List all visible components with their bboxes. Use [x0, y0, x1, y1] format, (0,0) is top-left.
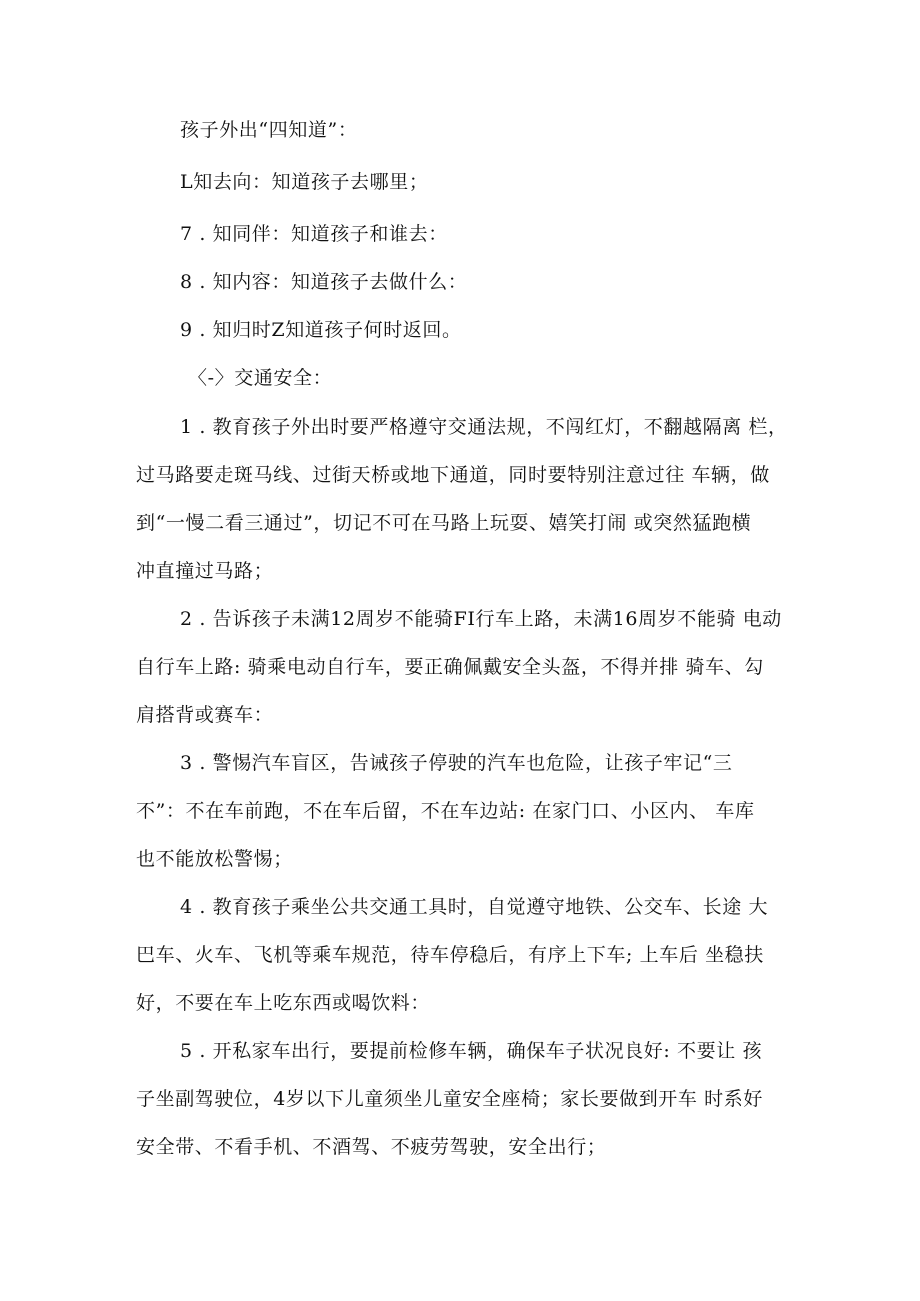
paragraph-line: 好，不要在车上吃东西或喝饮料： — [136, 992, 431, 1014]
paragraph-line: 也不能放松警惕； — [136, 848, 293, 870]
paragraph-line: 子坐副驾驶位，4岁以下儿童须坐儿童安全座椅；家长要做到开车 时系好 — [136, 1088, 763, 1110]
list-item: L知去向：知道孩子去哪里； — [180, 171, 429, 193]
paragraph-line: 3 . 警惕汽车盲区，告诫孩子停驶的汽车也危险，让孩子牢记“三 — [180, 752, 733, 774]
list-item: 8 . 知内容：知道孩子去做什么： — [180, 271, 468, 293]
paragraph-line: 2 . 告诉孩子未满12周岁不能骑FI行车上路，未满16周岁不能骑 电动 — [180, 608, 782, 630]
list-item: 9 . 知归时Z知道孩子何时返回。 — [180, 319, 462, 341]
paragraph-line: 过马路要走斑马线、过街天桥或地下通道，同时要特别注意过往 车辆，做 — [136, 464, 770, 486]
paragraph-line: 安全带、不看手机、不酒驾、不疲劳驾驶，安全出行； — [136, 1136, 607, 1158]
paragraph-line: 1 . 教育孩子外出时要严格遵守交通法规，不闯红灯，不翻越隔离 栏， — [180, 416, 788, 438]
paragraph-line: 5 . 开私家车出行，要提前检修车辆，确保车子状况良好: 不要让 孩 — [180, 1040, 763, 1062]
section-heading: 孩子外出“四知道”： — [180, 119, 358, 141]
paragraph-line: 肩搭背或赛车： — [136, 704, 274, 726]
paragraph-line: 巴车、火车、飞机等乘车规范，待车停稳后，有序上下车; 上车后 坐稳扶 — [136, 944, 764, 966]
paragraph-line: 冲直撞过马路； — [136, 560, 274, 582]
paragraph-line: 自行车上路: 骑乘电动自行车，要正确佩戴安全头盔，不得并排 骑车、勾 — [136, 656, 764, 678]
paragraph-line: 到“一慢二看三通过”，切记不可在马路上玩耍、嬉笑打闹 或突然猛跑横 — [136, 512, 752, 534]
list-item: 7 . 知同伴：知道孩子和谁去： — [180, 223, 448, 245]
section-title: 〈-〉交通安全： — [188, 367, 333, 389]
paragraph-line: 不”：不在车前跑，不在车后留，不在车边站: 在家门口、小区内、 车库 — [136, 800, 755, 822]
paragraph-line: 4 . 教育孩子乘坐公共交通工具时，自觉遵守地铁、公交车、长途 大 — [180, 896, 769, 918]
